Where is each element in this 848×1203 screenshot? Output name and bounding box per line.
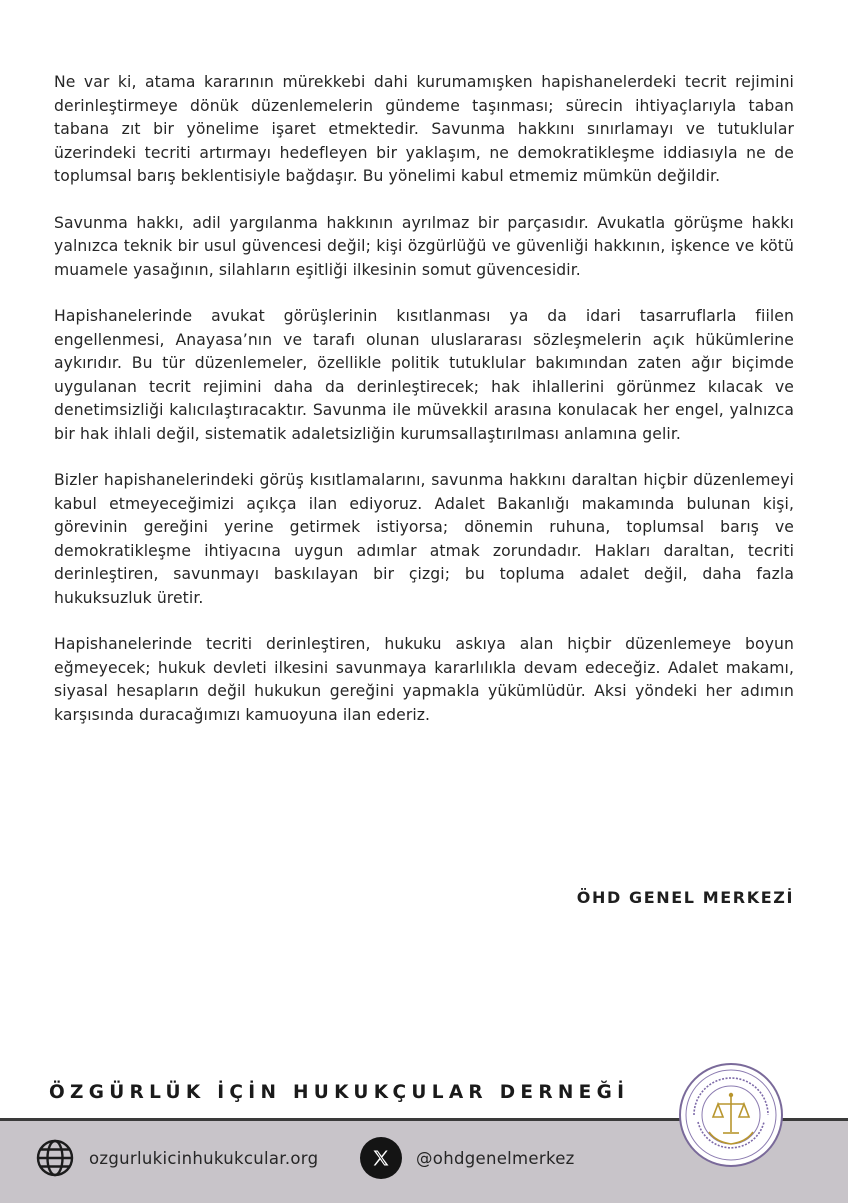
signature: ÖHD GENEL MERKEZİ (576, 888, 794, 907)
paragraph-3: Hapishanelerinde avukat görüşlerinin kısıtlanması ya da idari tasarruflarla fiilen engellenmesi, Anayasa’nın ve tarafı olunan uluslararası sözleşmelerin açık hükümlerine aykırıdır. Bu tür düzenlemeler, özellikle politik tutuklular bakımından zaten ağır biçimde uygulanan tecrit rejimini daha da derinleştirecek; hak ihlallerini görünmez kılacak ve denetimsizliği kalıcılaştıracaktır. Savunma ile müvekkil arasına konulacak her engel, yalnızca bir hak ihlali değil, sistematik adaletsizliğin kurumsallaştırılması anlamına gelir. (54, 307, 794, 443)
x-logo-icon (360, 1137, 402, 1179)
social-handle[interactable]: @ohdgenelmerkez (416, 1148, 575, 1168)
globe-icon (35, 1138, 75, 1178)
paragraph-5: Hapishanelerinde tecriti derinleştiren, hukuku askıya alan hiçbir düzenlemeye boyun eğmeyecek; hukuk devleti ilkesini savunmaya kararlılıkla devam edeceğiz. Adalet makamı, siyasal hesapların değil hukukun gereğini yapmakla yükümlüdür. Aksi yöndeki her adımın karşısında duracağımızı kamuoyuna ilan ederiz. (54, 635, 794, 724)
website-link[interactable]: ozgurlukicinhukukcular.org (89, 1148, 319, 1168)
website-contact[interactable] (35, 1138, 318, 1178)
paragraph-4: Bizler hapishanelerindeki görüş kısıtlamalarını, savunma hakkını daraltan hiçbir düzenlemeyi kabul etmeyeceğimizi açıkça ilan ediyoruz. Adalet Bakanlığı makamında bulunan kişi, görevinin gereğini yerine getirmek istiyorsa; dönemin ruhuna, toplumsal barış ve demokratikleşme ihtiyacına uygun adımlar atmak zorundadır. Hakları daraltan, tecriti derinleştiren, savunmayı baskılayan bir çizgi; bu topluma adalet değil, daha fazla hukuksuzluk üretir. (54, 471, 794, 607)
organization-name: ÖZGÜRLÜK İÇİN HUKUKÇULAR DERNEĞİ (49, 1082, 630, 1103)
paragraph-2: Savunma hakkı, adil yargılanma hakkının ayrılmaz bir parçasıdır. Avukatla görüşme hakkı yalnızca teknik bir usul güvencesi değil; kişi özgürlüğü ve güvenliği hakkının, işkence ve kötü muamele yasağının, silahların eşitliği ilkesinin somut güvencesidir. (54, 213, 794, 279)
social-contact[interactable] (360, 1138, 575, 1178)
paragraph-1: Ne var ki, atama kararının mürekkebi dahi kurumamışken hapishanelerdeki tecrit rejimini derinleştirmeye dönük düzenlemelerin gündeme taşınması; sürecin ihtiyaçlarıyla taban tabana zıt bir yönelime işaret etmektedir. Savunma hakkını sınırlamayı ve tutuklular üzerindeki tecriti artırmayı hedefleyen bir yaklaşım, ne demokratikleşme iddiasıyla ne de toplumsal barış beklentisiyle bağdaşır. Bu yönelimi kabul etmemiz mümkün değildir. (54, 73, 794, 185)
letter-body (54, 71, 794, 750)
association-seal-logo (678, 1062, 784, 1168)
